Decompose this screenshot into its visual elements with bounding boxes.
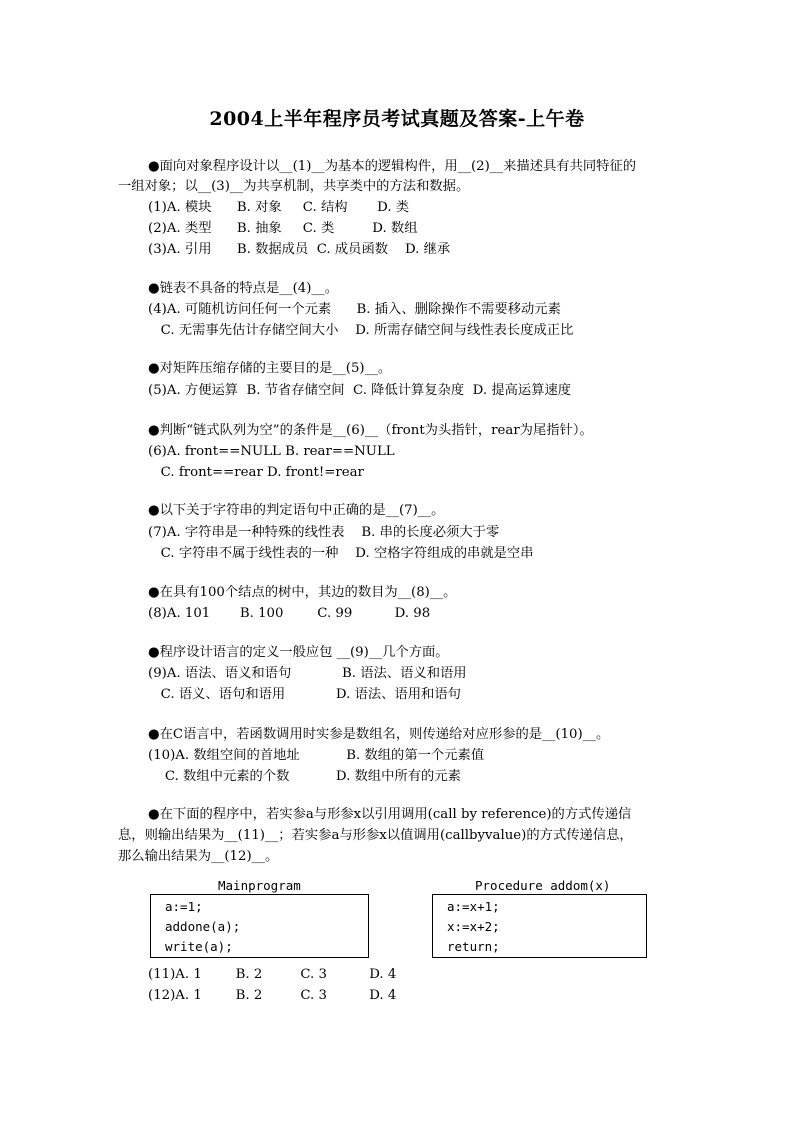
- page-title: 2004上半年程序员考试真题及答案-上午卷: [209, 108, 585, 130]
- question-text: ●面向对象程序设计以__(1)__为基本的逻辑构件，用__(2)__来描述具有共同特征的: [148, 159, 637, 174]
- question-text: ●以下关于字符串的判定语句中正确的是__(7)__。: [148, 503, 445, 518]
- answer-options: C. front==rear D. front!=rear: [148, 465, 364, 480]
- answer-options: (1)A. 模块 B. 对象 C. 结构 D. 类: [148, 200, 410, 215]
- answer-options: (12)A. 1 B. 2 C. 3 D. 4: [148, 988, 397, 1003]
- answer-options: (6)A. front==NULL B. rear==NULL: [148, 444, 395, 459]
- answer-options: C. 字符串不属于线性表的一种 D. 空格字符组成的串就是空串: [148, 546, 534, 561]
- main-program-box: [150, 894, 369, 958]
- code-line: x:=x+2;: [447, 919, 500, 934]
- question-text: 息，则输出结果为__(11)__；若实参a与形参x以值调用(callbyvalue)的方式传递信息，: [118, 828, 633, 843]
- answer-options: (4)A. 可随机访问任何一个元素 B. 插入、删除操作不需要移动元素: [148, 302, 561, 317]
- question-text: ●链表不具备的特点是__(4)__。: [148, 281, 338, 296]
- question-text: ●在C语言中，若函数调用时实参是数组名，则传递给对应形参的是__(10)__。: [148, 727, 610, 742]
- answer-options: (5)A. 方便运算 B. 节省存储空间 C. 降低计算复杂度 D. 提高运算速度: [148, 383, 572, 398]
- code-line: addone(a);: [165, 919, 241, 934]
- code-line: return;: [447, 939, 500, 954]
- answer-options: C. 无需事先估计存储空间大小 D. 所需存储空间与线性表长度成正比: [148, 323, 574, 338]
- answer-options: (9)A. 语法、语义和语句 B. 语法、语义和语用: [148, 666, 467, 681]
- question-text: ●判断“链式队列为空”的条件是__(6)__（front为头指针，rear为尾指针）。: [148, 423, 593, 438]
- question-text: ●在下面的程序中，若实参a与形参x以引用调用(call by reference)的方式传递信: [148, 807, 632, 822]
- question-text: 一组对象；以__(3)__为共享机制，共享类中的方法和数据。: [118, 179, 470, 194]
- answer-options: (7)A. 字符串是一种特殊的线性表 B. 串的长度必须大于零: [148, 525, 500, 540]
- procedure-caption: Procedure addom(x): [475, 878, 611, 893]
- code-line: write(a);: [165, 939, 233, 954]
- procedure-box: [432, 894, 647, 958]
- answer-options: (3)A. 引用 B. 数据成员 C. 成员函数 D. 继承: [148, 242, 451, 257]
- answer-options: (11)A. 1 B. 2 C. 3 D. 4: [148, 967, 397, 982]
- answer-options: (8)A. 101 B. 100 C. 99 D. 98: [148, 606, 431, 621]
- question-text: ●在具有100个结点的树中，其边的数目为__(8)__。: [148, 585, 457, 600]
- answer-options: (10)A. 数组空间的首地址 B. 数组的第一个元素值: [148, 748, 485, 763]
- question-text: 那么输出结果为__(12)__。: [118, 849, 279, 864]
- code-line: a:=1;: [165, 899, 203, 914]
- question-text: ●对矩阵压缩存储的主要目的是__(5)__。: [148, 361, 392, 376]
- question-text: ●程序设计语言的定义一般应包 __(9)__几个方面。: [148, 645, 449, 660]
- code-line: a:=x+1;: [447, 899, 500, 914]
- answer-options: C. 语义、语句和语用 D. 语法、语用和语句: [148, 687, 461, 702]
- answer-options: (2)A. 类型 B. 抽象 C. 类 D. 数组: [148, 221, 418, 236]
- main-program-caption: Mainprogram: [218, 878, 301, 893]
- answer-options: C. 数组中元素的个数 D. 数组中所有的元素: [148, 769, 461, 784]
